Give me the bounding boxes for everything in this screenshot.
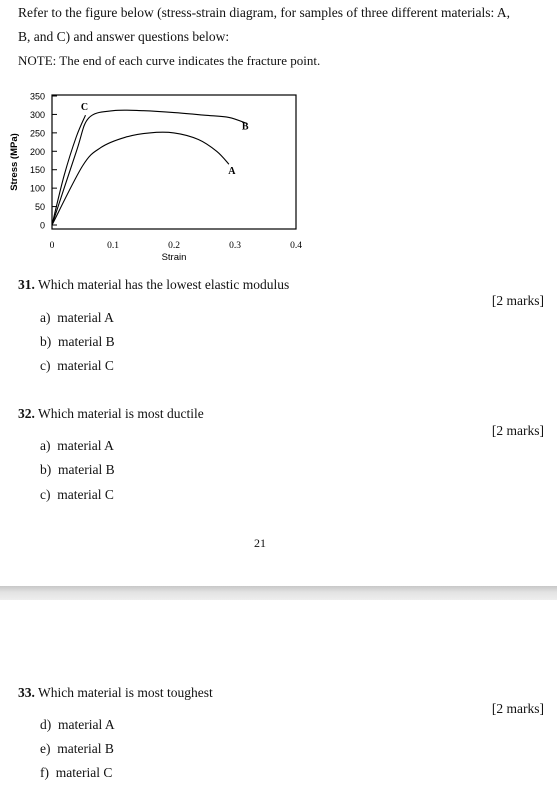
option-text: material C xyxy=(55,765,113,780)
y-tick-label: 100 xyxy=(29,183,45,194)
question-32-number: 32. xyxy=(18,406,35,421)
plot-frame xyxy=(52,95,296,229)
y-tick-label: 300 xyxy=(29,109,45,120)
x-axis-label: Strain xyxy=(161,252,187,263)
y-tick-label: 0 xyxy=(39,220,45,231)
option-letter: a) xyxy=(40,438,51,453)
option-letter: f) xyxy=(40,765,49,780)
y-tick-label: 250 xyxy=(29,128,45,139)
intro-line-2: B, and C) and answer questions below: xyxy=(18,29,230,44)
curve-label-c: C xyxy=(80,102,89,114)
question-31 xyxy=(18,277,289,293)
x-tick-label: 0.3 xyxy=(229,241,241,251)
x-ticks xyxy=(50,241,303,251)
question-31-marks: [2 marks] xyxy=(491,293,544,308)
intro-note: NOTE: The end of each curve indicates the fracture point. xyxy=(18,53,321,68)
option-letter: c) xyxy=(40,358,51,373)
curve-label-b: B xyxy=(241,121,249,133)
q31-option-b xyxy=(40,334,115,350)
option-text: material A xyxy=(57,310,114,325)
option-text: material B xyxy=(58,462,115,477)
y-tick-label: 150 xyxy=(29,165,45,176)
q32-option-c xyxy=(40,487,114,503)
x-tick-label: 0.2 xyxy=(168,241,180,251)
y-tick-label: 200 xyxy=(29,146,45,157)
option-text: material A xyxy=(57,438,114,453)
y-tick-label: 350 xyxy=(29,91,45,102)
q33-option-d xyxy=(40,717,115,733)
y-tick-label: 50 xyxy=(34,202,45,213)
x-tick-label: 0 xyxy=(49,241,55,251)
x-tick-label: 0.1 xyxy=(107,241,119,251)
option-letter: b) xyxy=(40,462,52,477)
question-32-marks: [2 marks] xyxy=(491,423,544,438)
question-32-text: Which material is most ductile xyxy=(38,406,204,421)
question-33-text: Which material is most toughest xyxy=(38,685,213,700)
question-33-marks: [2 marks] xyxy=(491,701,544,716)
page-2 xyxy=(0,600,557,796)
stress-strain-chart xyxy=(0,85,320,267)
question-32 xyxy=(18,406,204,422)
page-separator xyxy=(0,586,557,600)
q32-option-b xyxy=(40,462,115,478)
q33-option-e xyxy=(40,741,114,757)
option-text: material A xyxy=(58,717,115,732)
option-letter: d) xyxy=(40,717,52,732)
option-text: material B xyxy=(58,334,115,349)
intro-line-1: Refer to the figure below (stress-strain diagram, for samples of three different materials: A, xyxy=(18,5,510,20)
option-letter: a) xyxy=(40,310,51,325)
q32-option-a xyxy=(40,438,114,454)
option-text: material C xyxy=(57,358,114,373)
option-text: material C xyxy=(57,487,114,502)
q31-option-a xyxy=(40,310,114,326)
option-letter: c) xyxy=(40,487,51,502)
question-31-text: Which material has the lowest elastic modulus xyxy=(38,277,290,292)
curve-label-a: A xyxy=(228,166,236,178)
curves xyxy=(52,110,247,225)
y-ticks xyxy=(30,92,57,231)
question-33-number: 33. xyxy=(18,685,35,700)
curve-labels xyxy=(81,102,249,177)
y-axis-label: Stress (MPa) xyxy=(9,133,20,191)
page-number: 21 xyxy=(254,536,266,550)
question-31-number: 31. xyxy=(18,277,35,292)
q31-option-c xyxy=(40,358,114,374)
option-letter: e) xyxy=(40,741,51,756)
q33-option-f xyxy=(40,765,112,781)
option-text: material B xyxy=(57,741,114,756)
x-tick-label: 0.4 xyxy=(290,241,302,251)
option-letter: b) xyxy=(40,334,52,349)
question-33 xyxy=(18,685,213,701)
